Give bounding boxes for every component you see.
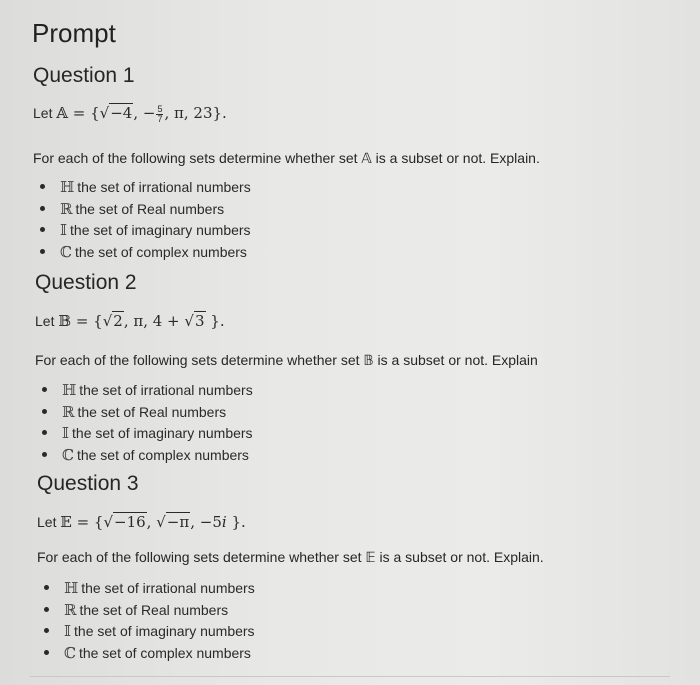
bullet-icon <box>40 206 45 211</box>
question-1-heading: Question 1 <box>33 64 135 87</box>
question-2-set-list <box>40 381 253 467</box>
list-item: ℂ the set of complex numbers <box>38 243 251 265</box>
question-2-set-definition: Let 𝔹 = {√2, π, 4 + √3 }. <box>35 312 225 330</box>
question-1-prompt: For each of the following sets determine whether set 𝔸 is a subset or not. Explain. <box>33 150 540 166</box>
let-label: Let <box>35 313 59 329</box>
bullet-icon <box>42 452 47 457</box>
list-item: 𝕀 the set of imaginary numbers <box>38 221 251 243</box>
question-1-set-definition: Let 𝔸 = {√−4, − $\frac{5}{7}$ , π, 23}. <box>33 103 227 124</box>
list-item: 𝕀 the set of imaginary numbers <box>42 622 255 644</box>
bullet-icon <box>44 628 49 633</box>
set-element: √−π <box>156 513 190 531</box>
divider <box>30 676 670 677</box>
list-item: ℂ the set of complex numbers <box>40 446 253 468</box>
list-item: ℝ the set of Real numbers <box>38 200 251 222</box>
question-2-prompt: For each of the following sets determine whether set 𝔹 is a subset or not. Explain <box>35 352 538 368</box>
bullet-icon <box>40 227 45 232</box>
question-1-set-list <box>38 178 251 264</box>
question-3-set-definition: Let 𝔼 = {√−16, √−π, −5i }. <box>37 513 246 531</box>
question-3-prompt: For each of the following sets determine whether set 𝔼 is a subset or not. Explain. <box>37 549 544 565</box>
list-item: ℝ the set of Real numbers <box>40 403 253 425</box>
bullet-icon <box>42 430 47 435</box>
list-item: ℂ the set of complex numbers <box>42 644 255 666</box>
list-item: ℍ the set of irrational numbers <box>38 178 251 200</box>
bullet-icon <box>40 249 45 254</box>
set-symbol: 𝔸 <box>56 104 68 122</box>
bullet-icon <box>40 184 45 189</box>
list-item: 𝕀 the set of imaginary numbers <box>40 424 253 446</box>
question-3-heading: Question 3 <box>37 472 139 495</box>
let-label: Let <box>33 105 57 121</box>
set-element: √−4 <box>99 104 133 122</box>
let-label: Let <box>37 514 61 530</box>
bullet-icon <box>42 387 47 392</box>
bullet-icon <box>44 607 49 612</box>
set-element: √2 <box>102 312 123 330</box>
set-element: √3 <box>184 312 205 330</box>
list-item: ℍ the set of irrational numbers <box>42 579 255 601</box>
fraction-element: $\frac{5}{7}$ <box>157 103 163 124</box>
set-symbol: 𝔹 <box>58 312 72 330</box>
question-3-set-list <box>42 579 255 665</box>
page-title: Prompt <box>32 18 116 48</box>
set-symbol: 𝔼 <box>60 513 72 531</box>
question-2-heading: Question 2 <box>35 271 137 294</box>
set-element: √−16 <box>103 513 146 531</box>
list-item: ℝ the set of Real numbers <box>42 601 255 623</box>
bullet-icon <box>44 585 49 590</box>
list-item: ℍ the set of irrational numbers <box>40 381 253 403</box>
bullet-icon <box>42 409 47 414</box>
bullet-icon <box>44 650 49 655</box>
